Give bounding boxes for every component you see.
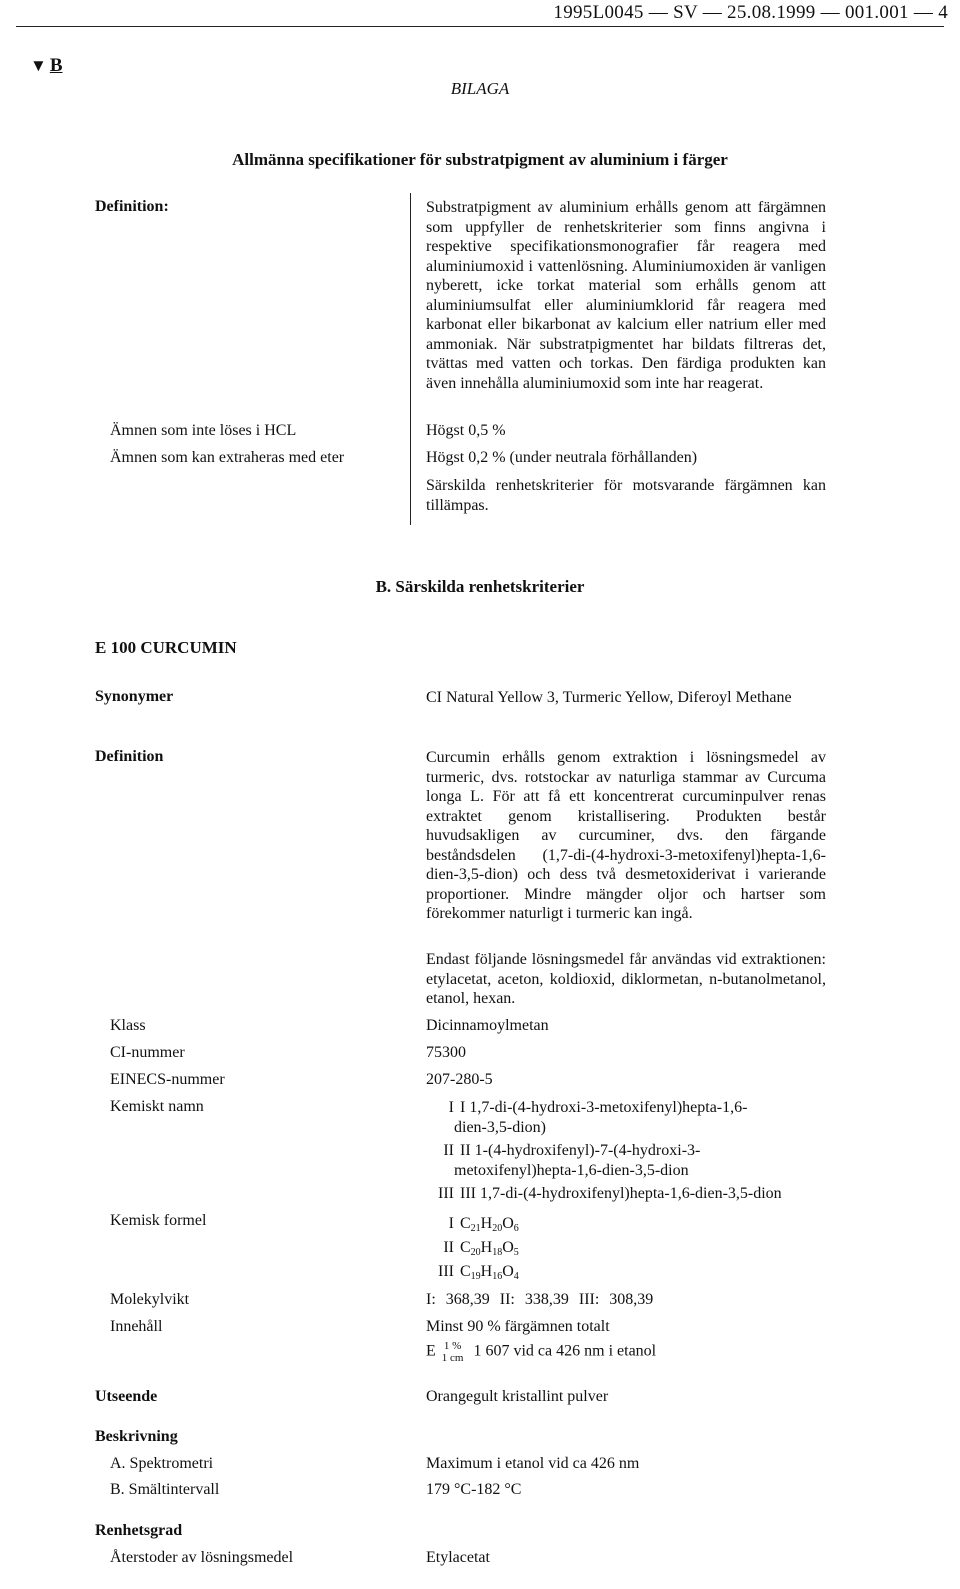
melting-value: 179 °C-182 °C [426,1481,522,1498]
ether-value: Högst 0,2 % (under neutrala förhållanden) [426,449,698,466]
molecular-weight-value: I: 368,39 II: 338,39 III: 308,39 [426,1291,654,1308]
amendment-marker [30,55,63,77]
formula-item: II $C_{20}H_{18}O_5$ [443,1239,519,1258]
header-divider [16,26,944,27]
chemical-name-item: III III 1,7-di-(4-hydroxifenyl)hepta-1,6-dien-3,5-dion [438,1185,782,1202]
document-reference: 1995L0045 — SV — 25.08.1999 — 001.001 — 4 [553,2,948,23]
spectrometry-label: A. Spektrometri [110,1455,214,1472]
appearance-label: Utseende [95,1388,158,1405]
annex-title: BILAGA [450,79,510,98]
main-title: Allmänna specifikationer för substratpigment av aluminium i färger [232,150,728,169]
klass-label: Klass [110,1017,146,1034]
chemical-name-item: II II 1-(4-hydroxifenyl)-7-(4-hydroxi-3- [443,1142,701,1159]
solvent-residue-value: Etylacetat [426,1549,490,1566]
purity-label: Renhetsgrad [95,1522,183,1539]
e100-definition-label: Definition [95,748,164,765]
solvent-residue-label: Återstoder av lösningsmedel [110,1549,294,1566]
synonyms-label: Synonymer [95,688,174,705]
triangle-down-icon: ▼ [30,56,47,75]
extinction-coefficient [426,1340,656,1364]
molecular-weight-label: Molekylvikt [110,1291,190,1308]
hcl-value: Högst 0,5 % [426,422,506,439]
definition-text: Substratpigment av aluminium erhålls genom att färgämnen som uppfyller de renhetskriterier som finns angivna i respektive specifikationsmonografier får reagera med aluminiumoxid i vattenlösning. Aluminiumoxiden är vanligen nyberett, icke torkat material som erhålls genom att aluminiumsulfat eller aluminiumklorid får reagera med karbonat eller bikarbonat av kalcium eller natrium eller med ammoniak. När substratpigmentet har bildats filtreras det, tvättas med vatten och torkas. Den färdiga produkten kan även innehålla aluminiumoxid som inte har reagerat. [426,199,826,392]
ci-number-value: 75300 [426,1044,466,1061]
e-value: 1 607 vid ca 426 nm i etanol [473,1342,657,1360]
column-divider [410,193,411,525]
e100-title: E 100 CURCUMIN [95,638,237,657]
chemical-name-item-cont: dien-3,5-dion) [454,1119,546,1136]
definition-label: Definition: [95,198,169,215]
e-symbol: E [426,1342,436,1360]
formula-label: Kemisk formel [110,1212,207,1229]
melting-label: B. Smältintervall [110,1481,220,1498]
special-criteria-text: Särskilda renhetskriterier för motsvarande färgämnen kan tillämpas. [426,477,826,514]
chemical-name-item-cont: metoxifenyl)hepta-1,6-dien-3,5-dion [454,1162,689,1179]
spectrometry-value: Maximum i etanol vid ca 426 nm [426,1455,640,1472]
einecs-label: EINECS-nummer [110,1071,225,1088]
e-fraction: 1 % 1 cm [441,1340,464,1364]
formula-item: I $C_{21}H_{20}O_6$ [448,1215,519,1234]
chemical-name-list [426,1098,846,1204]
formula-item: III $C_{19}H_{16}O_4$ [438,1263,519,1282]
marker-label: B [49,55,63,76]
synonyms-text: CI Natural Yellow 3, Turmeric Yellow, Diferoyl Methane [426,689,792,706]
e100-definition-p2: Endast följande lösningsmedel får användas vid extraktionen: etylacetat, aceton, koldioxid, diklormetan, n-butanolmetanol, etanol, hexan. [426,951,826,1007]
formula-list [426,1212,519,1284]
section-title: B. Särskilda renhetskriterier [375,577,585,596]
chemical-name-item: I I 1,7-di-(4-hydroxi-3-metoxifenyl)hepta-1,6- [448,1099,748,1116]
e100-definition-p1: Curcumin erhålls genom extraktion i lösningsmedel av turmeric, dvs. rotstockar av naturliga stammar av Curcuma longa L. För att få ett koncentrerat curcuminpulver renas extraktet genom kristallisering. Produkten består huvudsakligen av curcuminer, dvs. den färgande beståndsdelen (1,7-di-(4-hydroxi-3-metoxifenyl)hepta-1,6-dien-3,5-dion) och dess två desmetoxiderivat i varierande proportioner. Mindre mängder oljor och hartser som förekommer naturligt i turmeric kan ingå. [426,749,826,922]
content-value: Minst 90 % färgämnen totalt [426,1318,610,1335]
chemical-name-label: Kemiskt namn [110,1098,204,1115]
ether-label: Ämnen som kan extraheras med eter [110,449,345,466]
einecs-value: 207-280-5 [426,1071,493,1088]
description-label: Beskrivning [95,1428,178,1445]
appearance-value: Orangegult kristallint pulver [426,1388,609,1405]
hcl-label: Ämnen som inte löses i HCL [110,422,297,439]
ci-number-label: CI-nummer [110,1044,185,1061]
content-label: Innehåll [110,1318,163,1335]
klass-value: Dicinnamoylmetan [426,1017,549,1034]
